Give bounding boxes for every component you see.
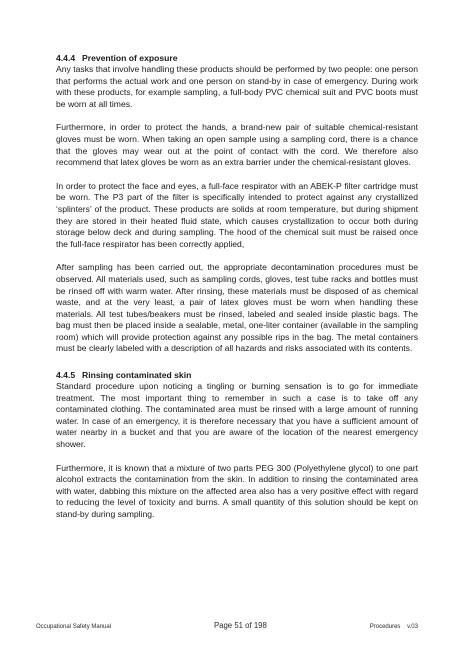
paragraph: Furthermore, in order to protect the hands, a brand-new pair of suitable chemical-resistant gloves must be worn. When taking an open sample using a sampling cord, there is a chance that the gloves may wear out at the point of contact with the cord. We therefore also recommend that latex gloves be worn as an extra barrier under the chemical-resistant gloves. (56, 122, 418, 168)
paragraph: Any tasks that involve handling these products should be performed by two people: one person that performs the actual work and one person on stand-by in case of emergency. During work with these products, for example sampling, a full-body PVC chemical suit and PVC boots must be worn at all times. (56, 64, 418, 109)
section-heading (56, 369, 418, 381)
footer-version: Procedures v.03 (369, 624, 418, 630)
section-number: 4.4.4 (56, 53, 76, 63)
paragraph: After sampling has been carried out, the appropriate decontamination procedures must be observed. All materials used, such as sampling cords, gloves, test tube racks and bottles must be rinsed off with warm water. After rinsing, these materials must be disposed of as chemical waste, and at the very least, a pair of latex gloves must be worn when handling these materials. All test tubes/beakers must be rinsed, labeled and sealed inside plastic bags. The bag must then be placed inside a sealable, metal, one-liter container (available in the sampling room) which will provide protection against any possible rips in the bag. The metal containers must be clearly labeled with a description of all hazards and risks associated with its contents. (56, 262, 418, 354)
footer-page-number: Page 51 of 198 (213, 621, 267, 630)
page-footer (36, 621, 418, 630)
section-prevention-of-exposure (56, 52, 418, 355)
footer-manual-title: Occupational Safety Manual (36, 624, 112, 630)
section-title: Rinsing contaminated skin (82, 370, 192, 381)
section-title: Prevention of exposure (82, 53, 178, 63)
document-page (56, 52, 418, 533)
section-rinsing-contaminated-skin (56, 369, 418, 521)
paragraph: In order to protect the face and eyes, a full-face respirator with an ABEK-P filter cartridge must be worn. The P3 part of the filter is specifically intended to protect against any crystallized ‘splinters’ of the product. These products are solids at room temperature, but during shipment they are stored in their heated fluid state, which causes crystallization to occur both during storage below deck and during sampling. The hood of the chemical suit must be raised once the full-face respirator has been correctly applied, (56, 180, 418, 249)
section-heading (56, 52, 418, 64)
section-number: 4.4.5 (56, 370, 76, 381)
paragraph: Furthermore, it is known that a mixture of two parts PEG 300 (Polyethylene glycol) to one part alcohol extracts the contamination from the skin. In addition to rinsing the contaminated area with water, dabbing this mixture on the affected area also has a very positive effect with regard to reducing the level of toxicity and burns. A small quantity of this solution should be kept on stand-by during sampling. (56, 462, 418, 519)
paragraph: Standard procedure upon noticing a tingling or burning sensation is to go for immediate treatment. The most important thing to remember in such a case is to take off any contaminated clothing. The contaminated area must be rinsed with a large amount of running water. In case of an emergency, it is therefore necessary that you have a sufficient amount of water nearby in a bucket and that you are aware of the location of the nearest emergency shower. (56, 381, 418, 450)
